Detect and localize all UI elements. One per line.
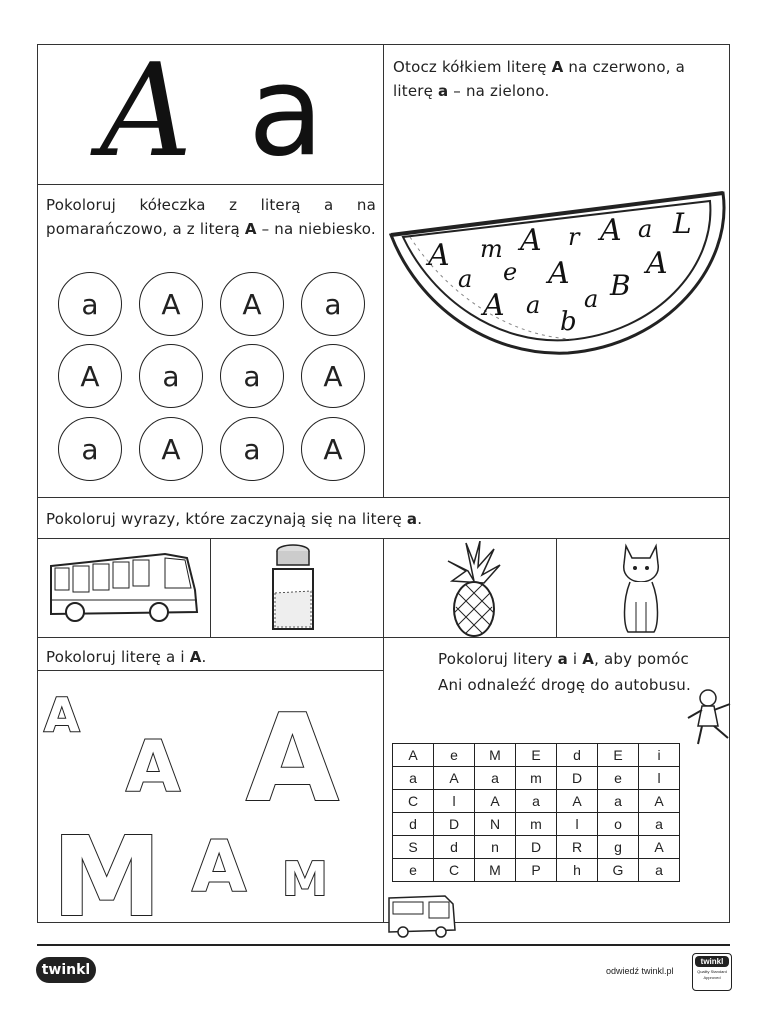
- maze-row: [393, 836, 680, 859]
- small-bus-icon: [385, 894, 459, 938]
- maze-cell[interactable]: m: [516, 767, 557, 790]
- letter-circle[interactable]: A: [58, 344, 122, 408]
- quality-badge: [692, 953, 732, 991]
- letter-circle[interactable]: A: [139, 417, 203, 481]
- maze-cell[interactable]: R: [557, 836, 598, 859]
- maze-cell[interactable]: C: [434, 859, 475, 882]
- maze-cell[interactable]: h: [557, 859, 598, 882]
- maze-instruction: Pokoloruj litery a i A, aby pomóc Ani odnaleźć drogę do autobusu.: [438, 650, 691, 694]
- maze-cell[interactable]: D: [557, 767, 598, 790]
- outline-letter: M: [282, 852, 328, 906]
- twinkl-logo[interactable]: [36, 957, 96, 983]
- maze-cell[interactable]: A: [639, 836, 680, 859]
- maze-cell[interactable]: g: [598, 836, 639, 859]
- maze-cell[interactable]: M: [475, 744, 516, 767]
- maze-cell[interactable]: A: [557, 790, 598, 813]
- maze-cell[interactable]: D: [434, 813, 475, 836]
- letter-circle[interactable]: a: [220, 417, 284, 481]
- maze-cell[interactable]: a: [598, 790, 639, 813]
- letter-circle[interactable]: A: [220, 272, 284, 336]
- maze-cell[interactable]: a: [516, 790, 557, 813]
- melon-letter: r: [568, 223, 580, 251]
- melon-letter: A: [600, 213, 622, 248]
- visit-link[interactable]: odwiedź twinkl.pl: [606, 966, 674, 976]
- maze-cell[interactable]: D: [516, 836, 557, 859]
- footer-divider: [37, 944, 730, 946]
- maze-cell[interactable]: S: [393, 836, 434, 859]
- melon-letter: A: [548, 256, 570, 291]
- twinkl-logo-text: twinkl: [41, 962, 91, 978]
- bus-icon: [47, 550, 203, 626]
- maze-row: [393, 859, 680, 882]
- letter-circle[interactable]: a: [301, 272, 365, 336]
- outline-letter: M: [52, 813, 162, 941]
- color-circles-instruction: Pokoloruj kółeczka z literą a na pomarańczowo, a z literą A – na niebiesko.: [46, 196, 376, 238]
- maze-cell[interactable]: E: [598, 744, 639, 767]
- melon-letter: A: [428, 238, 450, 273]
- melon-letter: e: [503, 258, 518, 286]
- maze-cell[interactable]: A: [393, 744, 434, 767]
- maze-cell[interactable]: l: [639, 767, 680, 790]
- maze-cell[interactable]: A: [434, 767, 475, 790]
- maze-grid: [392, 743, 680, 882]
- salt-shaker-icon: [268, 543, 318, 633]
- letter-circle[interactable]: a: [58, 417, 122, 481]
- outline-letter: A: [192, 826, 247, 908]
- outline-letter: A: [44, 688, 80, 742]
- cat-icon: [616, 542, 666, 636]
- maze-cell[interactable]: A: [475, 790, 516, 813]
- melon-letter: L: [673, 207, 692, 240]
- melon-letter: m: [480, 235, 503, 263]
- melon-letter: a: [458, 265, 473, 293]
- badge-brand: twinkl: [695, 956, 729, 967]
- letter-circle[interactable]: a: [220, 344, 284, 408]
- badge-line1: Quality Standard: [697, 969, 727, 974]
- pineapple-icon: [446, 541, 502, 637]
- maze-cell[interactable]: e: [598, 767, 639, 790]
- maze-cell[interactable]: P: [516, 859, 557, 882]
- melon-letter: A: [646, 246, 668, 281]
- outline-letter: A: [126, 726, 181, 808]
- maze-cell[interactable]: C: [393, 790, 434, 813]
- maze-cell[interactable]: i: [639, 744, 680, 767]
- maze-cell[interactable]: A: [639, 790, 680, 813]
- girl-running-icon: [684, 688, 736, 750]
- maze-cell[interactable]: a: [639, 813, 680, 836]
- maze-row: [393, 767, 680, 790]
- big-letter-upper: A: [100, 37, 193, 186]
- maze-cell[interactable]: e: [393, 859, 434, 882]
- maze-cell[interactable]: n: [475, 836, 516, 859]
- letter-circle[interactable]: A: [301, 344, 365, 408]
- maze-cell[interactable]: a: [639, 859, 680, 882]
- melon-letter: a: [584, 285, 599, 313]
- big-letter-lower: a: [248, 40, 324, 184]
- maze-row: [393, 813, 680, 836]
- circle-letters-instruction: Otocz kółkiem literę A na czerwono, a literę a – na zielono.: [393, 58, 686, 100]
- maze-cell[interactable]: l: [557, 813, 598, 836]
- maze-cell[interactable]: d: [434, 836, 475, 859]
- outline-letter: A: [246, 690, 339, 829]
- maze-cell[interactable]: o: [598, 813, 639, 836]
- badge-line2: Approved: [703, 975, 721, 980]
- melon-letter: a: [526, 291, 541, 319]
- melon-letter: A: [483, 288, 505, 323]
- header-letter-box: [37, 37, 384, 186]
- letter-circle[interactable]: A: [301, 417, 365, 481]
- maze-cell[interactable]: l: [434, 790, 475, 813]
- letter-circle[interactable]: A: [139, 272, 203, 336]
- melon-letter: b: [560, 307, 577, 337]
- maze-cell[interactable]: N: [475, 813, 516, 836]
- maze-cell[interactable]: d: [393, 813, 434, 836]
- maze-cell[interactable]: a: [475, 767, 516, 790]
- watermelon-slice: [388, 185, 728, 360]
- maze-cell[interactable]: e: [434, 744, 475, 767]
- maze-cell[interactable]: G: [598, 859, 639, 882]
- words-instruction: Pokoloruj wyrazy, które zaczynają się na literę a.: [46, 510, 423, 528]
- maze-cell[interactable]: m: [516, 813, 557, 836]
- letter-circle[interactable]: a: [58, 272, 122, 336]
- maze-cell[interactable]: d: [557, 744, 598, 767]
- melon-letter: A: [520, 223, 542, 258]
- maze-cell[interactable]: a: [393, 767, 434, 790]
- maze-cell[interactable]: E: [516, 744, 557, 767]
- maze-row: [393, 744, 680, 767]
- letter-circle[interactable]: a: [139, 344, 203, 408]
- melon-letter: a: [638, 215, 653, 243]
- maze-cell[interactable]: M: [475, 859, 516, 882]
- color-letters-instruction: Pokoloruj literę a i A.: [46, 648, 207, 666]
- melon-letter: B: [610, 269, 631, 302]
- maze-row: [393, 790, 680, 813]
